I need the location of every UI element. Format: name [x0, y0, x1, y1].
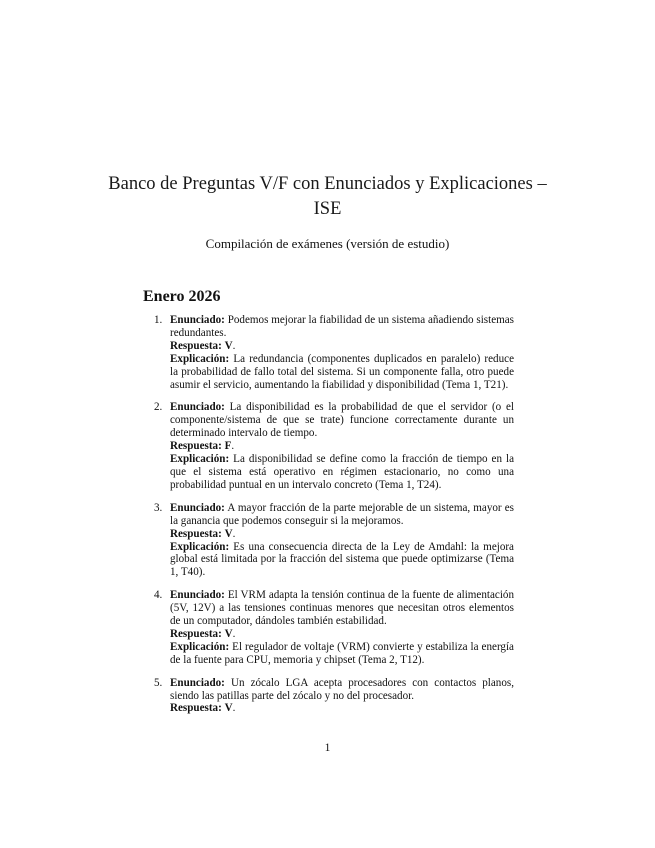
answer-line: Respuesta: V.	[170, 627, 236, 640]
statement-label: Enunciado:	[170, 401, 225, 414]
statement-line	[170, 401, 514, 440]
explanation-line	[170, 641, 514, 667]
explanation-label: Explicación:	[170, 352, 230, 365]
statement-text: Un zócalo LGA acepta procesadores con contactos planos, siendo las patillas parte del zócalo y no del procesador.	[170, 676, 514, 702]
explanation-text: Es una consecuencia directa de la Ley de Amdahl: la mejora global está limitada por la fracción del sistema que puede optimizarse (Tema 1, T40).	[170, 540, 514, 579]
answer-value: V	[224, 627, 233, 640]
explanation-text: El regulador de voltaje (VRM) convierte y estabiliza la energía de la fuente para CPU, memoria y chipset (Tema 2, T12).	[170, 640, 514, 666]
question-item	[150, 314, 514, 391]
question-list	[150, 314, 514, 725]
answer-label: Respuesta:	[170, 527, 222, 540]
explanation-line	[170, 453, 514, 492]
answer-line: Respuesta: F.	[170, 440, 235, 453]
statement-text: A mayor fracción de la parte mejorable de un sistema, mayor es la ganancia que podemos conseguir si la mejoramos.	[170, 501, 514, 527]
statement-text: Podemos mejorar la fiabilidad de un sistema añadiendo sistemas redundantes.	[170, 314, 514, 339]
answer-line: Respuesta: V.	[170, 702, 236, 715]
answer-label: Respuesta:	[170, 627, 222, 640]
question-item	[150, 502, 514, 579]
question-number: 3.	[154, 501, 163, 514]
explanation-line	[170, 353, 514, 392]
answer-label: Respuesta:	[170, 702, 222, 715]
document-title: Banco de Preguntas V/F con Enunciados y Explicaciones – ISE	[108, 174, 547, 219]
explanation-line	[170, 541, 514, 580]
explanation-label: Explicación:	[170, 540, 230, 553]
answer-value: F	[224, 440, 232, 453]
question-number: 1.	[154, 314, 163, 326]
statement-line	[170, 677, 514, 703]
question-item	[150, 589, 514, 666]
section-heading: Enero 2026	[143, 288, 221, 305]
question-item	[150, 401, 514, 491]
statement-label: Enunciado:	[170, 314, 225, 326]
statement-label: Enunciado:	[170, 676, 225, 689]
statement-line	[170, 502, 514, 528]
answer-value: V	[224, 339, 233, 352]
answer-value: V	[224, 702, 233, 715]
answer-line: Respuesta: V.	[170, 527, 236, 540]
answer-line: Respuesta: V.	[170, 339, 236, 352]
explanation-label: Explicación:	[170, 453, 230, 466]
statement-text: El VRM adapta la tensión continua de la fuente de alimentación (5V, 12V) a las tensiones continuas menores que necesitan otros elementos de un computador, dándoles también estabilidad.	[170, 589, 515, 628]
statement-label: Enunciado:	[170, 589, 225, 602]
answer-label: Respuesta:	[170, 339, 222, 352]
answer-label: Respuesta:	[170, 440, 222, 453]
page-number: 1	[324, 742, 331, 754]
document-subtitle: Compilación de exámenes (versión de estudio)	[205, 236, 450, 251]
statement-line	[170, 314, 514, 340]
question-number: 2.	[154, 401, 163, 414]
explanation-label: Explicación:	[170, 640, 230, 653]
statement-text: La disponibilidad es la probabilidad de que el servidor (o el componente/sistema de que se trate) funcione correctamente durante un determinado intervalo de tiempo.	[170, 401, 514, 440]
statement-label: Enunciado:	[170, 501, 225, 514]
question-item	[150, 677, 514, 716]
explanation-text: La disponibilidad se define como la fracción de tiempo en la que el sistema está operativo en régimen estacionario, no como una probabilidad puntual en un intervalo concreto (Tema 1, T24).	[170, 453, 514, 491]
answer-value: V	[224, 527, 233, 540]
explanation-text: La redundancia (componentes duplicados en paralelo) reduce la probabilidad de fallo total del sistema. Si un componente falla, otro puede asumir el servicio, aumentando la fiabilidad y disponibilidad (Tema 1, T21).	[170, 352, 514, 391]
statement-line	[170, 589, 514, 628]
question-number: 5.	[154, 676, 163, 689]
question-number: 4.	[154, 589, 163, 602]
